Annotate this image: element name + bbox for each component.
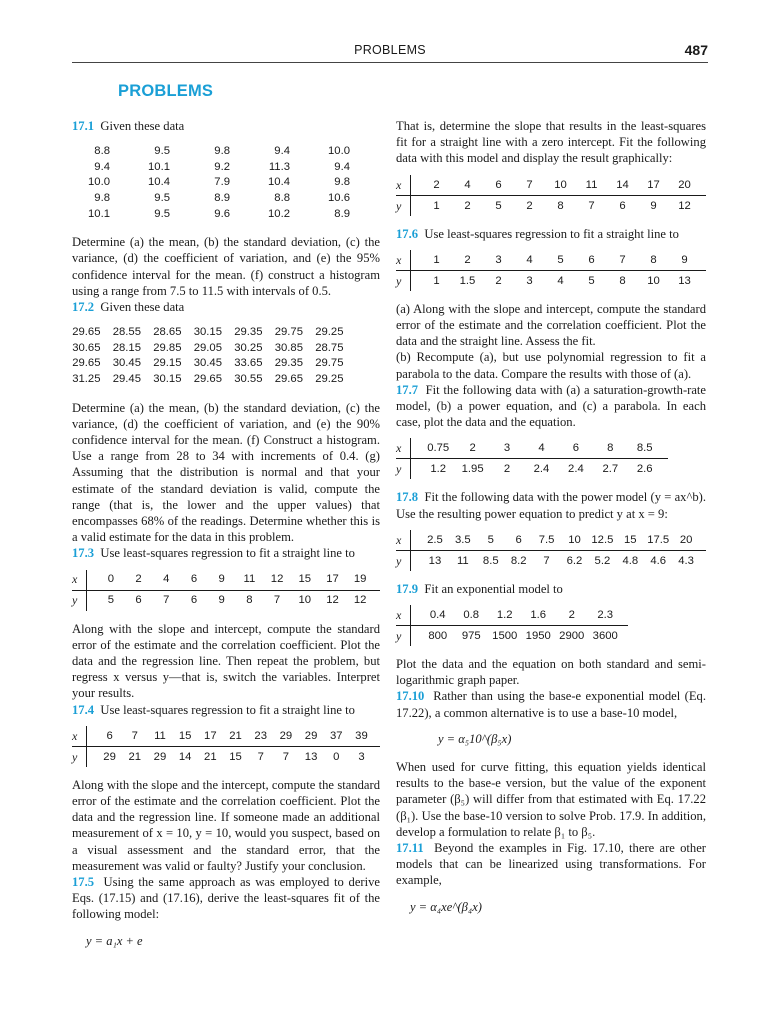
x-value: 10 (554, 178, 567, 191)
separator (86, 591, 97, 611)
x-value: 39 (355, 729, 368, 742)
y-row (396, 459, 668, 479)
x-value: 20 (679, 533, 693, 546)
x-value: 3.5 (455, 533, 471, 546)
xy-table-17-6 (396, 250, 706, 291)
xy-table-17-3 (72, 570, 380, 611)
x-value: 15 (178, 729, 192, 742)
y-row (396, 626, 628, 646)
data-cell: 11.3 (268, 160, 290, 173)
y-value: 21 (204, 750, 217, 763)
data-cell: 29.45 (112, 372, 141, 385)
y-value: 13 (304, 750, 318, 763)
x-value: 4 (538, 442, 545, 455)
data-cell: 9.5 (154, 145, 170, 158)
x-value: 11 (154, 729, 166, 742)
x-value: 2 (433, 178, 440, 191)
x-label: x (72, 572, 78, 587)
y-value: 13 (428, 554, 442, 567)
y-value: 29 (103, 750, 116, 763)
data-cell: 28.65 (153, 326, 182, 339)
data-cell: 9.5 (154, 207, 170, 220)
data-cell: 8.9 (334, 207, 350, 220)
problem-17-5-text: 17.5 Using the same approach as was employed to derive Eqs. (17.15) and (17.16), derive the least-squares fit of the following model: (72, 875, 380, 922)
separator (410, 551, 421, 571)
x-value: 12 (270, 573, 284, 586)
data-cell: 9.2 (214, 160, 230, 173)
data-cell: 29.65 (193, 372, 222, 385)
x-row (396, 250, 706, 271)
data-cell: 28.75 (315, 341, 344, 354)
data-cell: 28.55 (112, 326, 141, 339)
y-value: 6.2 (566, 554, 583, 567)
y-value: 4.8 (622, 554, 639, 567)
y-value: 7 (257, 750, 264, 763)
y-label: y (396, 273, 402, 288)
x-label: x (396, 532, 402, 547)
y-label: y (396, 553, 402, 568)
y-value: 6 (619, 199, 626, 212)
x-value: 11 (585, 178, 598, 191)
data-cell: 29.35 (274, 357, 303, 370)
separator (410, 459, 421, 479)
y-value: 8 (619, 274, 626, 287)
x-value: 23 (254, 729, 267, 742)
x-value: 17 (647, 178, 660, 191)
problem-17-9-intro: 17.9 Fit an exponential model to (396, 581, 563, 596)
separator (86, 747, 97, 767)
x-row (396, 438, 668, 459)
section-title: PROBLEMS (118, 82, 214, 100)
data-cell: 10.2 (268, 207, 290, 220)
data-cell: 9.4 (94, 160, 110, 173)
y-label: y (396, 628, 402, 643)
x-row (396, 605, 628, 626)
data-cell: 9.8 (94, 191, 110, 204)
x-value: 7 (526, 178, 533, 191)
y-value: 1.2 (430, 463, 447, 476)
x-value: 0.4 (429, 608, 446, 621)
xy-table-17-7 (396, 438, 668, 479)
x-value: 6 (190, 573, 198, 586)
x-value: 20 (678, 178, 691, 191)
x-value: 29 (279, 729, 293, 742)
y-value: 10 (298, 594, 312, 607)
problem-17-2-text: Determine (a) the mean, (b) the standard deviation, (c) the variance, (d) the coefficient of variation, and (e) the 90% confidence interval for the mean. (f) Construct a histogram. Use a range from 28 to 34 with increments of 0.4. (g) Assuming that the distribution is normal and that your estimate of the standard deviation is valid, compute the range (that is, the lower and the upper values) that encompasses 68% of the readings. Determine whether this is a valid estimate for the data in this problem. (72, 400, 380, 545)
y-label: y (396, 198, 402, 213)
y-value: 2 (495, 274, 502, 287)
data-cell: 29.65 (274, 372, 303, 385)
y-value: 7 (163, 594, 170, 607)
x-value: 7 (619, 253, 626, 266)
separator (410, 438, 421, 458)
problem-17-3-intro: 17.3 Use least-squares regression to fit a straight line to (72, 546, 355, 561)
x-value: 15 (298, 573, 312, 586)
data-cell: 30.15 (153, 372, 182, 385)
x-value: 1 (433, 253, 440, 266)
data-cell: 9.8 (214, 145, 230, 158)
data-cell: 9.4 (334, 160, 350, 173)
y-value: 1 (433, 274, 440, 287)
y-value: 5 (495, 199, 502, 212)
y-value: 800 (428, 629, 448, 642)
y-value: 9 (650, 199, 657, 212)
y-value: 2 (526, 199, 533, 212)
y-value: 13 (678, 274, 691, 287)
y-value: 6 (135, 594, 142, 607)
y-value: 8 (246, 594, 253, 607)
data-cell: 29.75 (315, 357, 344, 370)
y-value: 11 (456, 554, 469, 567)
y-value: 2 (464, 199, 471, 212)
y-row (396, 271, 706, 291)
data-cell: 9.4 (274, 145, 290, 158)
x-value: 6 (495, 178, 502, 191)
problem-17-10-text: 17.10 Rather than using the base-e exponential model (Eq. 17.22), a common alternative is to use a base-10 model, (396, 689, 706, 720)
x-value: 0.8 (463, 608, 480, 621)
x-label: x (72, 728, 78, 743)
problem-17-8-text: 17.8 Fit the following data with the power model (y = ax^b). Use the resulting power equation to predict y at x = 9: (396, 490, 707, 521)
x-value: 8 (650, 253, 657, 266)
y-value: 8.2 (510, 554, 527, 567)
y-value: 1.95 (461, 463, 484, 476)
y-value: 12 (326, 594, 339, 607)
problem-17-4-text: Along with the slope and the intercept, compute the standard error of the estimate and the correlation coefficient. Plot the data and the regression line. If someone made an additional measurement of x = 10, y = 10, would you suspect, based on a visual assessment and the standard error, that the measurement was valid or faulty? Justify your conclusion. (72, 777, 380, 873)
separator (410, 250, 421, 270)
x-value: 2.5 (427, 533, 443, 546)
xy-table-17-4 (72, 726, 380, 767)
separator (410, 626, 421, 646)
y-value: 5 (107, 594, 114, 607)
x-value: 10 (568, 533, 581, 546)
data-cell: 10.1 (88, 207, 110, 220)
y-value: 8 (557, 199, 564, 212)
data-cell: 8.9 (214, 191, 230, 204)
data-cell: 31.25 (72, 372, 101, 385)
y-value: 8.5 (482, 554, 499, 567)
y-value: 15 (229, 750, 242, 763)
x-value: 4 (526, 253, 533, 266)
y-value: 3600 (592, 629, 618, 642)
problem-17-4-intro: 17.4 Use least-squares regression to fit a straight line to (72, 702, 355, 717)
y-value: 9 (218, 594, 225, 607)
y-value: 7 (588, 199, 595, 212)
y-value: 975 (461, 629, 481, 642)
problem-17-1-text: Determine (a) the mean, (b) the standard deviation, (c) the variance, (d) the coefficient of variation, and (e) the 95% confidence interval for the mean. (f) construct a histogram using a range from 7.5 to 11.5 with intervals of 0.5. (72, 235, 380, 298)
x-value: 4 (163, 573, 170, 586)
x-value: 1.6 (530, 608, 547, 621)
y-value: 2 (503, 463, 511, 476)
data-cell: 9.8 (334, 176, 350, 189)
x-value: 21 (229, 729, 242, 742)
problem-17-6-intro: 17.6 Use least-squares regression to fit a straight line to (396, 226, 679, 241)
data-cell: 9.5 (154, 191, 170, 204)
page-header (72, 42, 708, 63)
data-grid-17-2 (60, 325, 380, 387)
y-value: 12 (678, 199, 691, 212)
x-label: x (396, 177, 402, 192)
x-value: 17.5 (647, 533, 670, 546)
data-cell: 29.25 (315, 326, 344, 339)
data-cell: 29.85 (153, 341, 182, 354)
x-value: 6 (515, 533, 522, 546)
data-cell: 29.25 (315, 372, 344, 385)
data-cell: 9.6 (214, 207, 230, 220)
data-cell: 30.45 (193, 357, 222, 370)
x-row (396, 175, 706, 196)
x-value: 6 (572, 442, 580, 455)
x-value: 6 (588, 253, 595, 266)
page-number: 487 (684, 42, 708, 58)
problem-17-5-continuation: That is, determine the slope that results in the least-squares fit for a straight line with a zero intercept. Fit the following data with this model and display the result graphically: (396, 119, 706, 166)
x-value: 2 (469, 442, 476, 455)
data-cell: 29.35 (234, 326, 263, 339)
x-label: x (396, 607, 402, 622)
left-column (72, 118, 380, 961)
separator (410, 196, 421, 216)
problem-17-10-continuation: When used for curve fitting, this equation yields identical results to the base-e version, but the value of the exponent parameter (β₅) will differ from that estimated with Eq. 17.22 (β₁). Use the base-10 version to solve Prob. 17.9. In addition, develop a formulation to relate β₁ to β₅. (396, 760, 706, 839)
separator (410, 530, 421, 550)
y-value: 1950 (525, 629, 551, 642)
data-cell: 30.55 (234, 372, 263, 385)
x-value: 4 (464, 178, 471, 191)
x-value: 0 (107, 573, 114, 586)
data-cell: 29.75 (274, 326, 303, 339)
data-cell: 8.8 (274, 191, 290, 204)
x-value: 7.5 (538, 533, 555, 546)
data-cell: 10.6 (328, 191, 350, 204)
x-value: 19 (353, 573, 367, 586)
data-cell: 29.65 (72, 357, 101, 370)
problem-17-6-part-b: (b) Recompute (a), but use polynomial regression to fit a parabola to the data. Compare the results with those of (a). (396, 350, 706, 381)
y-value: 2.6 (636, 463, 653, 476)
x-value: 9 (681, 253, 688, 266)
data-cell: 29.65 (72, 326, 101, 339)
data-cell: 29.15 (153, 357, 182, 370)
y-value: 4 (557, 274, 564, 287)
x-value: 6 (106, 729, 113, 742)
separator (410, 175, 421, 195)
data-cell: 33.65 (234, 357, 263, 370)
x-value: 2 (464, 253, 471, 266)
x-value: 2.3 (597, 608, 614, 621)
y-value: 1.5 (459, 274, 476, 287)
y-value: 4.3 (678, 554, 694, 567)
data-grid-17-1 (50, 144, 350, 222)
equation-17-5: y = a₁x + e (86, 933, 143, 948)
x-value: 17 (326, 573, 339, 586)
y-value: 21 (128, 750, 142, 763)
problem-17-7-text: 17.7 Fit the following data with (a) a saturation-growth-rate model, (b) a power equation, and (c) a parabola. In each case, plot the data and the equation. (396, 382, 707, 430)
problem-17-1-intro: 17.1 Given these data (72, 119, 185, 133)
x-value: 5 (557, 253, 564, 266)
data-cell: 10.1 (148, 160, 170, 173)
x-value: 3 (503, 442, 511, 455)
data-cell: 30.15 (193, 326, 222, 339)
y-value: 7 (282, 750, 290, 763)
y-value: 7 (273, 594, 281, 607)
x-value: 14 (616, 178, 629, 191)
y-value: 6 (190, 594, 198, 607)
y-value: 5.2 (594, 554, 611, 567)
problem-17-11-text: 17.11 Beyond the examples in Fig. 17.10, there are other models that can be linearized using transformations. For example, (396, 841, 706, 888)
y-value: 1 (433, 199, 440, 212)
y-row (72, 591, 380, 611)
equation-17-11: y = α₄xe^(β₄x) (410, 899, 482, 914)
data-cell: 30.65 (72, 341, 101, 354)
y-value: 1500 (492, 629, 518, 642)
separator (86, 570, 97, 590)
data-cell: 10.0 (328, 145, 350, 158)
data-cell: 28.15 (112, 341, 141, 354)
x-value: 0.75 (427, 442, 450, 455)
x-value: 17 (204, 729, 217, 742)
problem-17-9-text: Plot the data and the equation on both standard and semi-logarithmic graph paper. (396, 657, 706, 688)
problem-17-3-text: Along with the slope and intercept, compute the standard error of the estimate and the correlation coefficient. Plot the data and the regression line. Then repeat the problem, but regress x versus y—that is, switch the variables. Interpret your results. (72, 621, 380, 701)
x-value: 9 (218, 573, 225, 586)
y-value: 2.4 (533, 463, 550, 476)
x-value: 5 (487, 533, 494, 546)
xy-table-17-5 (396, 175, 706, 216)
y-row (72, 747, 380, 767)
problem-17-2-intro: 17.2 Given these data (72, 299, 185, 314)
y-value: 5 (588, 274, 595, 287)
equation-17-10: y = α₅10^(β₅x) (438, 731, 512, 746)
x-value: 15 (624, 533, 637, 546)
x-value: 12.5 (591, 533, 614, 546)
data-cell: 10.0 (88, 176, 110, 189)
data-cell: 8.8 (94, 145, 110, 158)
data-cell: 10.4 (148, 176, 170, 189)
right-column (396, 118, 706, 927)
x-value: 11 (243, 573, 256, 586)
x-label: x (396, 441, 402, 456)
y-label: y (72, 593, 78, 608)
x-label: x (396, 252, 402, 267)
x-value: 3 (495, 253, 502, 266)
data-cell: 30.25 (234, 341, 263, 354)
x-value: 7 (131, 729, 138, 742)
y-value: 10 (647, 274, 660, 287)
x-value: 8 (607, 442, 614, 455)
x-row (396, 530, 706, 551)
y-value: 0 (333, 750, 340, 763)
x-value: 1.2 (496, 608, 513, 621)
data-cell: 7.9 (214, 176, 230, 189)
xy-table-17-9 (396, 605, 628, 646)
xy-table-17-8 (396, 530, 706, 571)
y-label: y (396, 462, 402, 477)
y-row (396, 196, 706, 216)
y-value: 3 (526, 274, 533, 287)
separator (410, 271, 421, 291)
y-value: 3 (358, 750, 365, 763)
separator (86, 726, 97, 746)
x-value: 37 (329, 729, 343, 742)
data-cell: 30.45 (112, 357, 141, 370)
x-row (72, 570, 380, 591)
y-value: 14 (178, 750, 192, 763)
y-label: y (72, 749, 78, 764)
running-head: PROBLEMS (354, 43, 426, 57)
y-value: 29 (153, 750, 167, 763)
y-value: 2.7 (602, 463, 619, 476)
data-cell: 29.05 (193, 341, 222, 354)
x-value: 29 (304, 729, 318, 742)
x-value: 2 (135, 573, 142, 586)
y-value: 2900 (559, 629, 585, 642)
problem-17-6-part-a: (a) Along with the slope and intercept, compute the standard error of the estimate and the correlation coefficient. Plot the data and the straight line. Assess the fit. (396, 301, 706, 349)
x-row (72, 726, 380, 747)
data-cell: 30.85 (274, 341, 303, 354)
x-value: 8.5 (636, 442, 653, 455)
x-value: 2 (568, 608, 575, 621)
y-value: 7 (543, 554, 550, 567)
y-value: 4.6 (650, 554, 667, 567)
y-value: 12 (353, 594, 367, 607)
data-cell: 10.4 (268, 176, 290, 189)
y-value: 2.4 (568, 463, 584, 476)
separator (410, 605, 421, 625)
y-row (396, 551, 706, 571)
